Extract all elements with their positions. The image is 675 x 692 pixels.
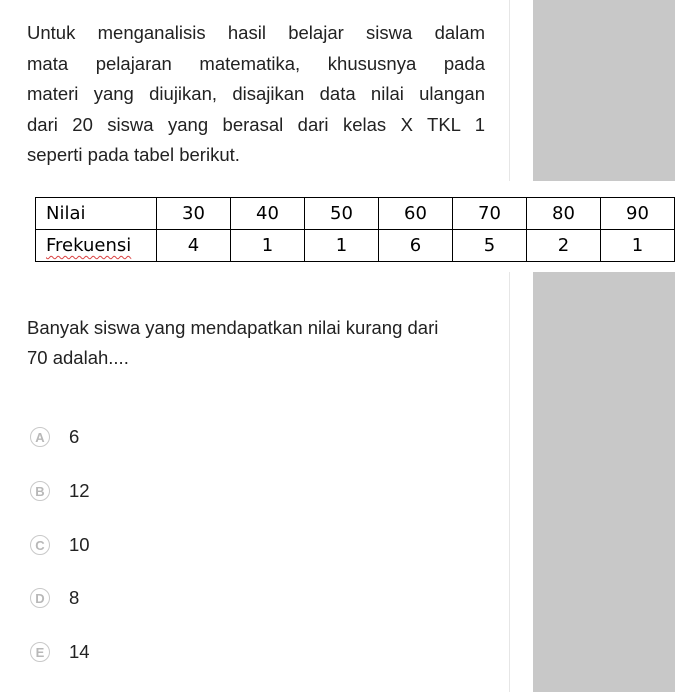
row-label-nilai: Nilai: [36, 198, 157, 230]
intro-line: mata pelajaran matematika, khususnya pada: [27, 52, 485, 74]
frekuensi-cell: 2: [527, 230, 601, 262]
option-e[interactable]: [30, 640, 90, 664]
option-d[interactable]: [30, 586, 79, 610]
frekuensi-cell: 5: [453, 230, 527, 262]
frekuensi-cell: 4: [157, 230, 231, 262]
option-letter-badge: D: [30, 588, 50, 608]
frequency-table: [35, 197, 675, 262]
column-divider-top: [509, 0, 510, 181]
option-b[interactable]: [30, 479, 90, 503]
option-letter-badge: B: [30, 481, 50, 501]
option-a[interactable]: [30, 425, 79, 449]
intro-line: materi yang diujikan, disajikan data nilai ulangan: [27, 83, 485, 104]
column-divider-bottom: [509, 272, 510, 692]
frekuensi-cell: 6: [379, 230, 453, 262]
nilai-cell: 60: [379, 198, 453, 230]
nilai-cell: 70: [453, 198, 527, 230]
intro-line: dari 20 siswa yang berasal dari kelas X TKL 1: [27, 113, 485, 135]
question-prompt: [27, 313, 497, 373]
frekuensi-cell: 1: [305, 230, 379, 262]
option-c[interactable]: [30, 533, 90, 557]
intro-line: seperti pada tabel berikut.: [27, 144, 240, 165]
nilai-cell: 40: [231, 198, 305, 230]
row-label-frekuensi-text: Frekuensi: [46, 235, 132, 256]
prompt-line: Banyak siswa yang mendapatkan nilai kurang dari: [27, 317, 439, 338]
frekuensi-cell: 1: [231, 230, 305, 262]
prompt-line: 70 adalah....: [27, 347, 129, 368]
nilai-cell: 90: [601, 198, 675, 230]
side-panel-bottom: [533, 272, 675, 692]
option-letter-badge: A: [30, 427, 50, 447]
nilai-cell: 50: [305, 198, 379, 230]
option-text: 14: [69, 641, 90, 662]
nilai-cell: 80: [527, 198, 601, 230]
option-text: 12: [69, 480, 90, 501]
table-row-nilai: [36, 198, 675, 230]
question-intro: [27, 18, 485, 171]
table-row-frekuensi: [36, 230, 675, 262]
option-letter-badge: C: [30, 535, 50, 555]
row-label-frekuensi: [36, 230, 157, 262]
nilai-cell: 30: [157, 198, 231, 230]
option-text: 6: [69, 426, 80, 447]
intro-line: Untuk menganalisis hasil belajar siswa dalam: [27, 22, 485, 43]
frekuensi-cell: 1: [601, 230, 675, 262]
side-panel-top: [533, 0, 675, 181]
option-text: 10: [69, 534, 90, 555]
option-letter-badge: E: [30, 642, 50, 662]
option-text: 8: [69, 587, 80, 608]
